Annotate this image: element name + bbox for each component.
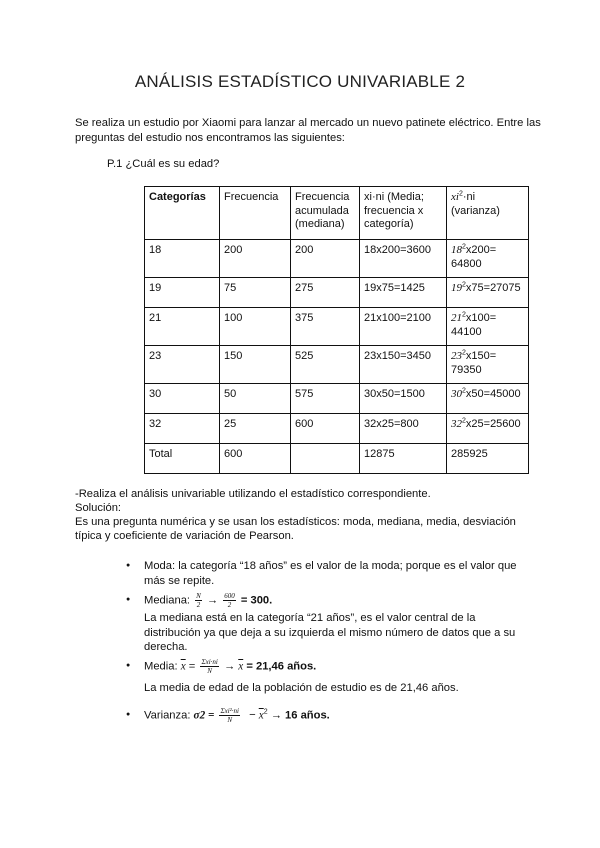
table-row	[145, 346, 529, 384]
media-x2: $\overline{x}$	[238, 660, 244, 673]
cell-acumulada: 525	[291, 346, 360, 384]
solution-section	[75, 487, 545, 543]
frequency-table	[144, 186, 529, 474]
mediana-label: Mediana:	[144, 594, 191, 607]
moda-text: Moda: la categoría “18 años” es el valor de la moda; porque es el valor que más se repite.	[144, 560, 517, 587]
media-fraction: $\frac{\text{Σxi·ni}}{N}$	[201, 658, 218, 675]
cell-categoria: 23	[145, 346, 220, 384]
mediana-fraction-2: $\frac{600}{2}$	[224, 592, 235, 609]
bullet-dot: ●	[126, 562, 131, 569]
header-categorias: Categorías	[145, 187, 220, 240]
cell-categoria: 30	[145, 384, 220, 414]
header-frecuencia-acumulada: Frecuencia acumulada (mediana)	[291, 187, 360, 240]
mediana-arrow: →	[206, 594, 219, 607]
cell-media: 32x25=800	[360, 414, 447, 444]
solution-label: Solución:	[75, 502, 122, 514]
varianza-minus: −	[249, 709, 256, 722]
header-media: xi·ni (Media; frecuencia x categoría)	[360, 187, 447, 240]
table-total-row	[145, 444, 529, 474]
cell-total-frecuencia: 600	[220, 444, 291, 474]
table-row	[145, 240, 529, 278]
media-result: = 21,46 años.	[246, 660, 317, 673]
cell-frecuencia: 100	[220, 308, 291, 346]
bullet-media	[126, 658, 544, 675]
media-text: La media de edad de la población de estudio es de 21,46 años.	[144, 682, 459, 694]
media-eq: =	[188, 660, 196, 673]
header-varianza-exp: 2	[458, 190, 463, 198]
cell-varianza: $32^2x25=25600$	[447, 414, 529, 444]
bullet-dot: ●	[126, 662, 131, 669]
media-arrow: →	[223, 660, 236, 673]
cell-categoria: 19	[145, 278, 220, 308]
cell-categoria: 21	[145, 308, 220, 346]
cell-media: 23x150=3450	[360, 346, 447, 384]
cell-frecuencia: 25	[220, 414, 291, 444]
cell-varianza: $23^2x150= 79350$	[447, 346, 529, 384]
page-title: ANÁLISIS ESTADÍSTICO UNIVARIABLE 2	[134, 72, 466, 91]
cell-frecuencia: 150	[220, 346, 291, 384]
solution-text: Es una pregunta numérica y se usan los estadísticos: moda, mediana, media, desviación típica y coeficiente de variación de Pearson.	[75, 516, 516, 542]
cell-total-acumulada	[291, 444, 360, 474]
bullet-moda	[126, 559, 534, 588]
cell-frecuencia: 75	[220, 278, 291, 308]
question-label: P.1 ¿Cuál es su edad?	[107, 158, 220, 170]
cell-varianza: $21^2x100= 44100$	[447, 308, 529, 346]
varianza-fraction: $\frac{\text{Σxi²·ni}}{N}$	[220, 707, 239, 724]
table-row	[145, 384, 529, 414]
varianza-x: $\overline{x}$	[258, 709, 264, 722]
cell-acumulada: 200	[291, 240, 360, 278]
cell-media: 18x200=3600	[360, 240, 447, 278]
bullet-varianza	[126, 707, 544, 724]
cell-acumulada: 275	[291, 278, 360, 308]
varianza-label: Varianza:	[144, 709, 191, 722]
intro-paragraph: Se realiza un estudio por Xiaomi para lanzar al mercado un nuevo patinete eléctrico. Entre las preguntas del estudio nos encontramos las siguientes:	[75, 117, 541, 144]
cell-varianza: $30^2x50=45000$	[447, 384, 529, 414]
media-x: $\overline{x}$	[180, 660, 186, 673]
varianza-result: → 16 años.	[270, 709, 330, 722]
varianza-exp: 2	[263, 708, 268, 716]
cell-categoria: 32	[145, 414, 220, 444]
table-row	[145, 308, 529, 346]
cell-media: 21x100=2100	[360, 308, 447, 346]
cell-varianza: $19^2x75=27075$	[447, 278, 529, 308]
bullet-mediana	[126, 592, 544, 609]
table-row	[145, 278, 529, 308]
cell-varianza: $18^2x200= 64800$	[447, 240, 529, 278]
cell-media: 30x50=1500	[360, 384, 447, 414]
cell-frecuencia: 200	[220, 240, 291, 278]
header-varianza-rest: ·ni (varianza)	[451, 191, 500, 217]
table-header-row	[145, 187, 529, 240]
bullet-dot: ●	[126, 596, 131, 603]
varianza-sigma: σ2 =	[193, 709, 215, 722]
cell-acumulada: 375	[291, 308, 360, 346]
cell-frecuencia: 50	[220, 384, 291, 414]
cell-categoria: 18	[145, 240, 220, 278]
cell-total-varianza: 285925	[447, 444, 529, 474]
cell-total-label: Total	[145, 444, 220, 474]
cell-acumulada: 575	[291, 384, 360, 414]
mediana-result: = 300.	[240, 594, 273, 607]
bullet-dot: ●	[126, 711, 131, 718]
mediana-fraction-1: $\frac{N}{2}$	[196, 592, 201, 609]
table-row	[145, 414, 529, 444]
header-frecuencia: Frecuencia	[220, 187, 291, 240]
cell-media: 19x75=1425	[360, 278, 447, 308]
task-line: -Realiza el análisis univariable utilizando el estadístico correspondiente.	[75, 488, 431, 500]
header-varianza-var: xi	[451, 191, 459, 203]
media-label: Media:	[144, 660, 178, 673]
cell-acumulada: 600	[291, 414, 360, 444]
cell-total-media: 12875	[360, 444, 447, 474]
header-varianza	[447, 187, 529, 240]
mediana-text: La mediana está en la categoría “21 años”, es el valor central de la distribución ya que deja a su izquierda el mismo número de datos que a su derecha.	[144, 612, 516, 653]
